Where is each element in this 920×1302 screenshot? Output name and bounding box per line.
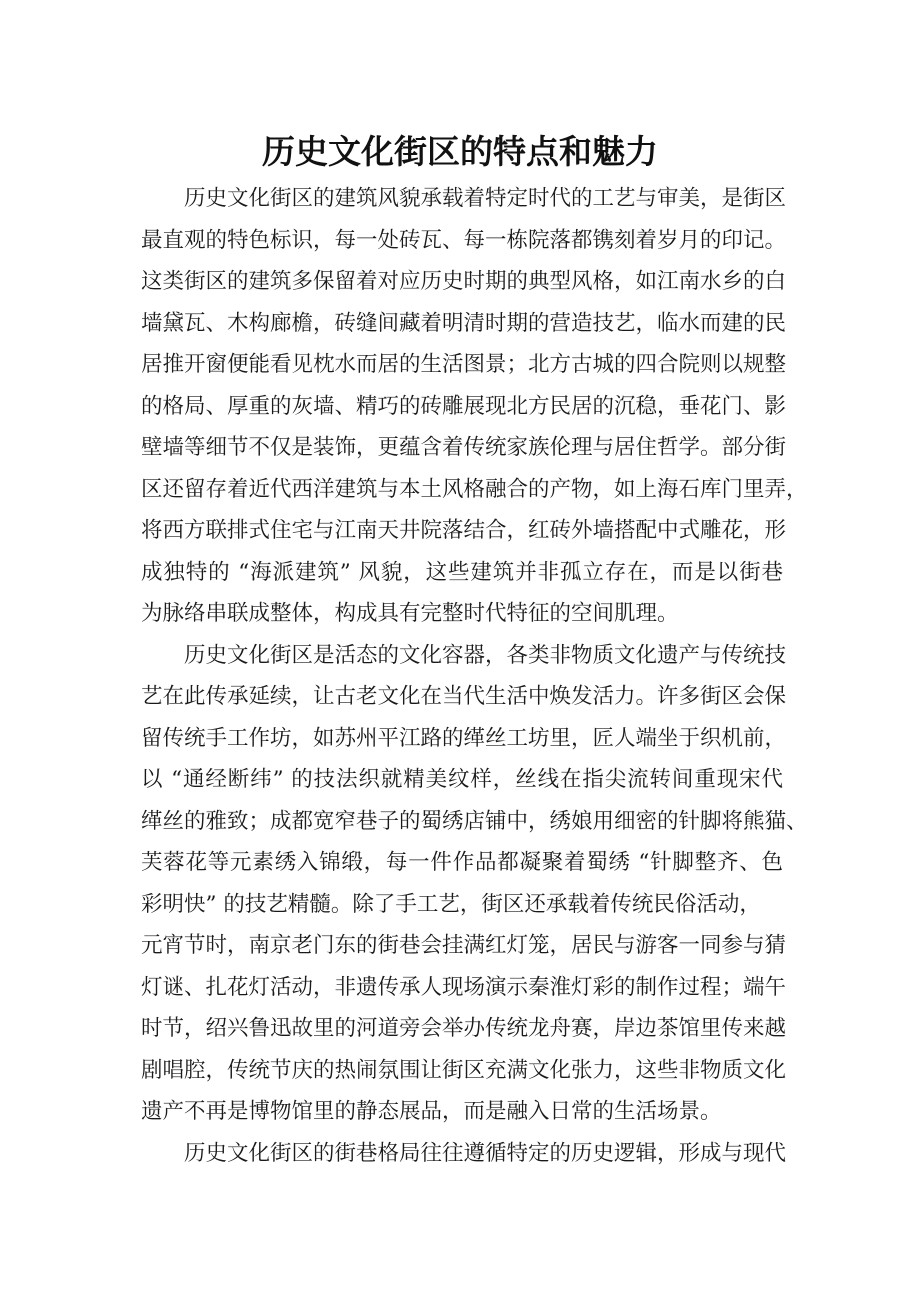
paragraph-2-line-11: 剧唱腔，传统节庆的热闹氛围让街区充满文化张力，这些非物质文化 <box>141 1057 787 1083</box>
paragraph-2-line-7: 彩明快” 的技艺精髓。除了手工艺，街区还承载着传统民俗活动， <box>141 891 761 917</box>
paragraph-1-line-1: 历史文化街区的建筑风貌承载着特定时代的工艺与审美，是街区 <box>184 186 787 211</box>
paragraph-1-line-7: 壁墙等细节不仅是装饰，更蕴含着传统家族伦理与居住哲学。部分街 <box>141 435 787 460</box>
paragraph-2-line-3: 留传统手工作坊，如苏州平江路的缂丝工坊里，匠人端坐于织机前， <box>141 725 787 751</box>
paragraph-1-line-2: 最直观的特色标识，每一处砖瓦、每一栋院落都镌刻着岁月的印记。 <box>141 227 787 253</box>
paragraph-1-line-10: 成独特的 “海派建筑” 风貌，这些建筑并非孤立存在，而是以街巷 <box>141 559 783 585</box>
paragraph-2-line-2: 艺在此传承延续，让古老文化在当代生活中焕发活力。许多街区会保 <box>141 684 787 709</box>
paragraph-2-line-8: 元宵节时，南京老门东的街巷会挂满红灯笼，居民与游客一同参与猜 <box>141 933 787 958</box>
paragraph-2-line-9: 灯谜、扎花灯活动，非遗传承人现场演示秦淮灯彩的制作过程；端午 <box>141 974 787 1000</box>
paragraph-1-line-9: 将西方联排式住宅与江南天井院落结合，红砖外墙搭配中式雕花，形 <box>141 518 787 543</box>
paragraph-2-line-12: 遗产不再是博物馆里的静态展品，而是融入日常的生活场景。 <box>141 1099 722 1124</box>
paragraph-2-line-4: 以 “通经断纬” 的技法织就精美纹样，丝线在指尖流转间重现宋代 <box>141 767 783 792</box>
document-title: 历史文化街区的特点和魅力 <box>262 132 658 171</box>
paragraph-1-line-8: 区还留存着近代西洋建筑与本土风格融合的产物，如上海石库门里弄， <box>141 476 808 502</box>
paragraph-2-line-10: 时节，绍兴鲁迅故里的河道旁会举办传统龙舟赛，岸边茶馆里传来越 <box>141 1016 787 1041</box>
paragraph-1-line-3: 这类街区的建筑多保留着对应历史时期的典型风格，如江南水乡的白 <box>141 269 787 294</box>
paragraph-1-line-4: 墙黛瓦、木构廊檐，砖缝间藏着明清时期的营造技艺，临水而建的民 <box>141 310 787 336</box>
paragraph-2-line-5: 缂丝的雅致；成都宽窄巷子的蜀绣店铺中，绣娘用细密的针脚将熊猫、 <box>141 808 808 834</box>
paragraph-3-line-1: 历史文化街区的街巷格局往往遵循特定的历史逻辑，形成与现代 <box>184 1140 787 1166</box>
paragraph-2-line-6: 芙蓉花等元素绣入锦缎，每一件作品都凝聚着蜀绣 “针脚整齐、色 <box>141 850 783 875</box>
document-body <box>141 178 808 1174</box>
paragraph-1-line-6: 的格局、厚重的灰墙、精巧的砖雕展现北方民居的沉稳，垂花门、影 <box>141 393 787 419</box>
paragraph-2-line-1: 历史文化街区是活态的文化容器，各类非物质文化遗产与传统技 <box>184 642 787 668</box>
paragraph-1-line-11: 为脉络串联成整体，构成具有完整时代特征的空间肌理。 <box>141 601 679 626</box>
paragraph-1-line-5: 居推开窗便能看见枕水而居的生活图景；北方古城的四合院则以规整 <box>141 352 787 377</box>
